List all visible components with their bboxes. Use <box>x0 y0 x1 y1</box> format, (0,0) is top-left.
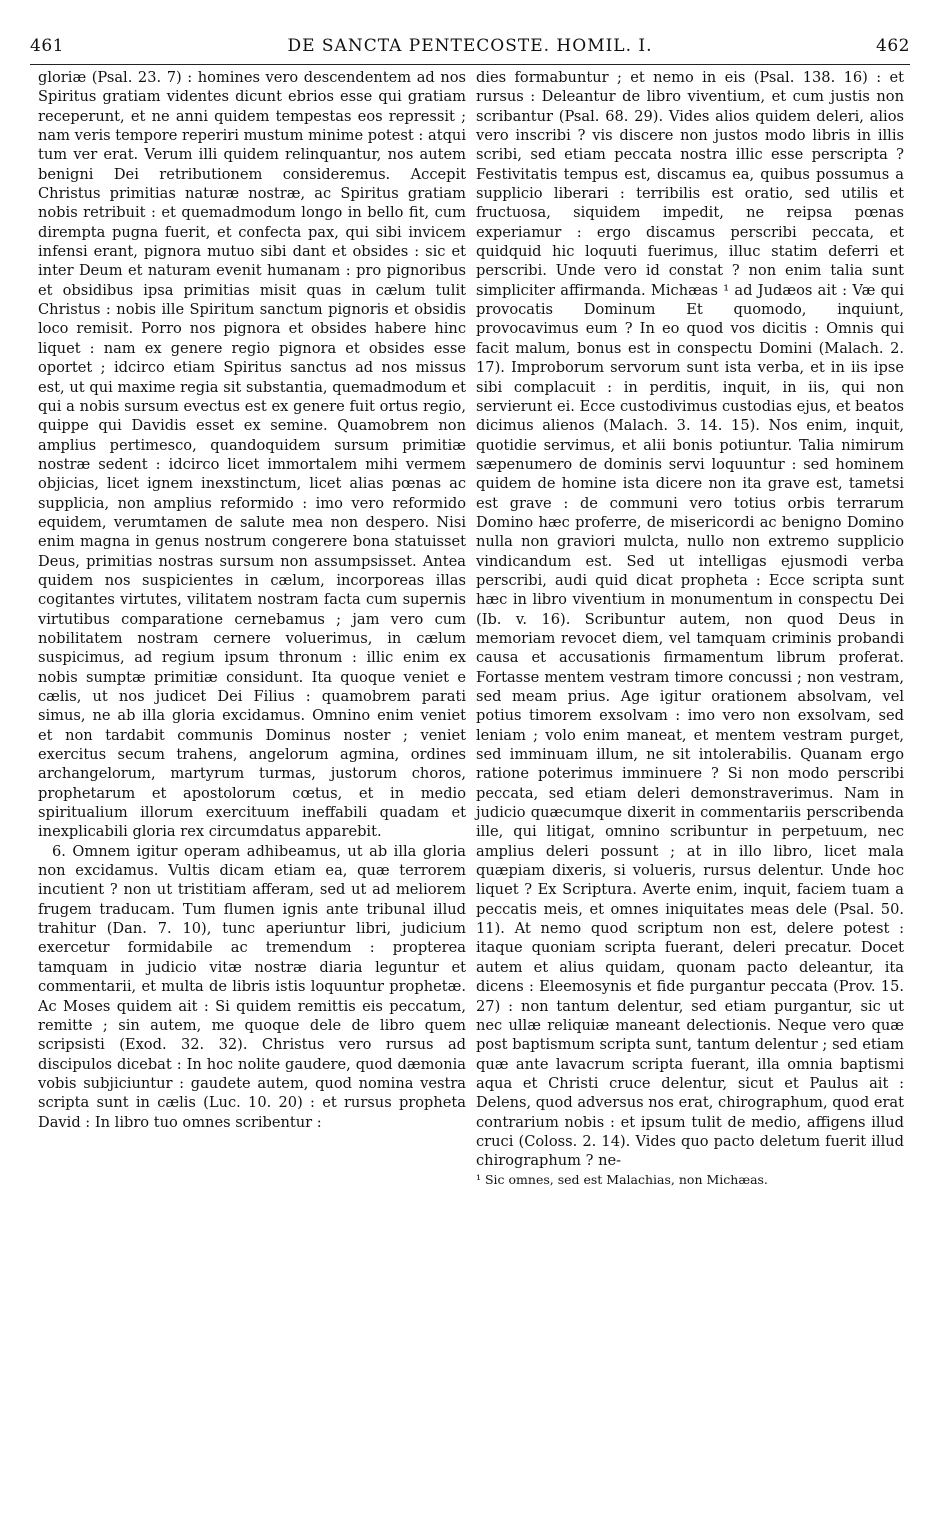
page-number-left: 461 <box>30 36 64 56</box>
right-column <box>476 68 904 1188</box>
running-header <box>30 30 910 65</box>
left-column <box>38 68 466 1132</box>
paragraph: dies formabuntur ; et nemo in eis (Psal. 138. 16) : et rursus : Deleantur de libro viventium, et cum justis non scribantur (Psal. 68. 29). Vides alios quidem deleri, alios vero inscribi ? vis discere non justos modo libris in illis scribi, sed etiam peccata nostra illic esse perscripta ? Festivitatis tempus est, discamus ea, quibus possumus a supplicio liberari : terribilis est oratio, sed utilis et fructuosa, siquidem impedit, ne reipsa pœnas experiamur : ergo discamus perscribi peccata, et quidquid hic loquuti fuerimus, illuc statim deferri et perscribi. Unde vero id constat ? non enim talia sunt simpliciter affirmanda. Michæas ¹ ad Judæos ait : Væ qui provocatis Dominum Et quomodo, inquiunt, provocavimus eum ? In eo quod vos dicitis : Omnis qui facit malum, bonus est in conspectu Domini (Malach. 2. 17). Improborum servorum sunt ista verba, et in iis ipse sibi complacuit : in perditis, inquit, in iis, qui non servierunt ei. Ecce custodivimus custodias ejus, et beatos dicimus alienos (Malach. 3. 14. 15). Nos enim, inquit, quotidie servimus, et alii bonis potiuntur. Talia nimirum sæpenumero de dominis servi loquuntur : sed hominem quidem de homine ista dicere non ita grave est, tametsi est grave : de communi vero totius orbis terrarum Domino hæc proferre, de misericordi ac benigno Domino nulla non graviori mulcta, nullo non extremo supplicio vindicandum est. Sed ut intelligas ejusmodi verba perscribi, audi quid dicat propheta : Ecce scripta sunt hæc in libro viventium in monumentum in conspectu Dei (Ib. v. 16). Scribuntur autem, non quod Deus in memoriam revocet diem, vel tamquam criminis probandi causa et accusationis firmamentum librum proferat. Fortasse mentem vestram timore concussi ; non vestram, sed meam prius. Age igitur orationem absolvam, vel potius timorem exsolvam : imo vero non exsolvam, sed leniam ; volo enim maneat, et mentem vestram purget, sed imminuam illum, ne sit intolerabilis. Quanam ergo ratione poterimus imminuere ? Si non modo perscribi peccata, sed etiam deleri demonstraverimus. Nam in judicio quæcumque dixerit in commentariis perscribenda ille, qui litigat, omnino scribuntur in perpetuum, nec amplius deleri possunt ; at in illo libro, licet mala quæpiam dixeris, si volueris, rursus delentur. Unde hoc liquet ? Ex Scriptura. Averte enim, inquit, faciem tuam a peccatis meis, et omnes iniquitates meas dele (Psal. 50. 11). At nemo quod scriptum non est, delere potest : itaque quoniam scripta fuerant, deleri precatur. Docet autem et alius quidam, quonam pacto deleantur, ita dicens : Eleemosynis et fide purgantur peccata (Prov. 15. 27) : non tantum delentur, sed etiam purgantur, sic ut nec ullæ reliquiæ maneant delectionis. Neque vero quæ post baptismum scripta sunt, tantum delentur ; sed etiam quæ ante lavacrum scripta fuerant, illa omnia baptismi aqua et Christi cruce delentur, sicut et Paulus ait : Delens, quod adversus nos erat, chirographum, quod erat contrarium nobis : et ipsum tulit de medio, affigens illud cruci (Coloss. 2. 14). Vides quo pacto deletum fuerit illud chirographum ? ne- <box>476 69 904 1170</box>
page-number-right: 462 <box>876 36 910 56</box>
paragraph: gloriæ (Psal. 23. 7) : homines vero descendentem ad nos Spiritus gratiam videntes dicunt ebrios esse qui gratiam receperunt, et ne anni quidem tempestas eos repressit ; nam veris tempore reperiri mustum minime potest : atqui tum ver erat. Verum illi quidem relinquantur, nos autem benigni Dei retributionem consideremus. Accepit Christus primitias naturæ nostræ, ac Spiritus gratiam nobis retribuit : et quemadmodum longo in bello fit, cum dirempta pugna fuerit, et confecta pax, qui sibi invicem infensi erant, pignora mutuo sibi dant et obsides : sic et inter Deum et naturam evenit humanam : pro pignoribus et obsidibus ipsa primitias misit quas in cælum tulit Christus : nobis ille Spiritum sanctum pignoris et obsidis loco remisit. Porro nos pignora et obsides habere hinc liquet : nam ex genere regio pignora et obsides esse oportet ; idcirco etiam Spiritus sanctus ad nos missus est, ut qui maxime regia sit substantia, quemadmodum et qui a nobis sursum evectus est ex genere fuit ortus regio, quippe qui Davidis esset ex semine. Quamobrem non amplius pertimesco, quandoquidem sursum primitiæ nostræ sedent : idcirco licet immortalem mihi vermem objicias, licet ignem inexstinctum, licet alias pœnas ac supplicia, non amplius reformido : imo vero reformido equidem, verumtamen de salute mea non despero. Nisi enim magna in genus nostrum congerere bona statuisset Deus, primitias nostras sursum non assumpsisset. Antea quidem nos suspicientes in cælum, incorporeas illas cogitantes virtutes, vilitatem nostram facta cum supernis virtutibus comparatione cernebamus ; jam vero cum nobilitatem nostram cernere voluerimus, in cælum suspicimus, ad regium ipsum thronum : illic enim ex nobis sumptæ primitiæ considunt. Ita quoque veniet e cælis, ut nos judicet Dei Filius : quamobrem parati simus, ne ab illa gloria excidamus. Omnino enim veniet et non tardabit communis Dominus noster ; veniet exercitus secum trahens, angelorum agmina, ordines archangelorum, martyrum turmas, justorum choros, prophetarum et apostolorum cœtus, et in medio spiritualium illorum exercituum ineffabili quadam et inexplicabili gloria rex circumdatus apparebit. <box>38 69 466 841</box>
footnote: ¹ Sic omnes, sed est Malachias, non Michæas. <box>476 1171 768 1187</box>
running-title: DE SANCTA PENTECOSTE. HOMIL. I. <box>287 36 653 56</box>
paragraph: 6. Omnem igitur operam adhibeamus, ut ab illa gloria non excidamus. Vultis dicam etiam ea, quæ terrorem incutient ? non ut tristitiam afferam, sed ut ad meliorem frugem traducam. Tum flumen ignis ante tribunal illud trahitur (Dan. 7. 10), tunc aperiuntur libri, judicium exercetur formidabile ac tremendum : propterea tamquam in judicio vitæ nostræ diaria leguntur et commentarii, et multa de libris istis loquuntur prophetæ. Ac Moses quidem ait : Si quidem remittis eis peccatum, remitte ; sin autem, me quoque dele de libro quem scripsisti (Exod. 32. 32). Christus vero rursus ad discipulos dicebat : In hoc nolite gaudere, quod dæmonia vobis subjiciuntur : gaudete autem, quod nomina vestra scripta sunt in cælis (Luc. 10. 20) : et rursus propheta David : In libro tuo omnes scribentur : <box>38 842 466 1131</box>
